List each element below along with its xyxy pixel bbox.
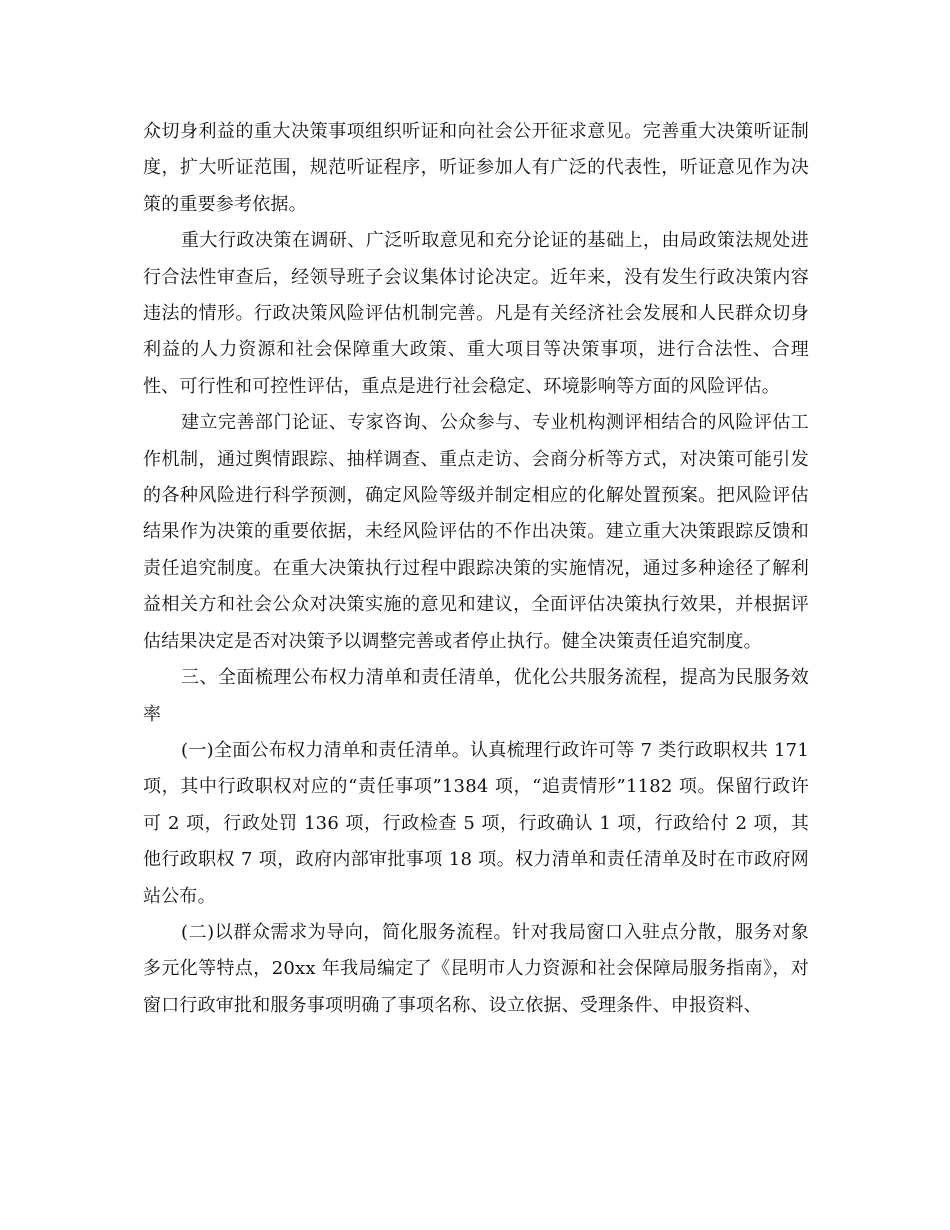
paragraph-4: (一)全面公布权力清单和责任清单。认真梳理行政许可等 7 类行政职权共 171 项，其中行政职权对应的“责任事项”1384 项，“追责情形”1182 项。保留行政许可 2 项，行政处罚 136 项，行政检查 5 项，行政确认 1 项，行政给付 2 项，其他行政职权 7 项，政府内部审批事项 18 项。权力清单和责任清单及时在市政府网站公布。 xyxy=(143,739,809,907)
paragraph-2: 重大行政决策在调研、广泛听取意见和充分论证的基础上，由局政策法规处进行合法性审查后，经领导班子会议集体讨论决定。近年来，没有发生行政决策内容违法的情形。行政决策风险评估机制完善。凡是有关经济社会发展和人民群众切身利益的人力资源和社会保障重大政策、重大项目等决策事项，进行合法性、合理性、可行性和可控性评估，重点是进行社会稳定、环境影响等方面的风险评估。 xyxy=(143,230,809,397)
paragraph-3: 建立完善部门论证、专家咨询、公众参与、专业机构测评相结合的风险评估工作机制，通过舆情跟踪、抽样调查、重点走访、会商分析等方式，对决策可能引发的各种风险进行科学预测，确定风险等级并制定相应的化解处置预案。把风险评估结果作为决策的重要依据，未经风险评估的不作出决策。建立重大决策跟踪反馈和责任追究制度。在重大决策执行过程中跟踪决策的实施情况，通过多种途径了解利益相关方和社会公众对决策实施的意见和建议，全面评估决策执行效果，并根据评估结果决定是否对决策予以调整完善或者停止执行。健全决策责任追究制度。 xyxy=(143,412,809,652)
paragraph-1: 众切身利益的重大决策事项组织听证和向社会公开征求意见。完善重大决策听证制度，扩大听证范围，规范听证程序，听证参加人有广泛的代表性，听证意见作为决策的重要参考依据。 xyxy=(143,121,809,215)
section-heading-3: 三、全面梳理公布权力清单和责任清单，优化公共服务流程，提高为民服务效率 xyxy=(143,667,809,725)
document-body xyxy=(143,114,809,1024)
paragraph-5: (二)以群众需求为导向，简化服务流程。针对我局窗口入驻点分散，服务对象多元化等特点，20xx 年我局编定了《昆明市人力资源和社会保障局服务指南》，对窗口行政审批和服务事项明确了事项名称、设立依据、受理条件、申报资料、 xyxy=(143,921,809,1016)
